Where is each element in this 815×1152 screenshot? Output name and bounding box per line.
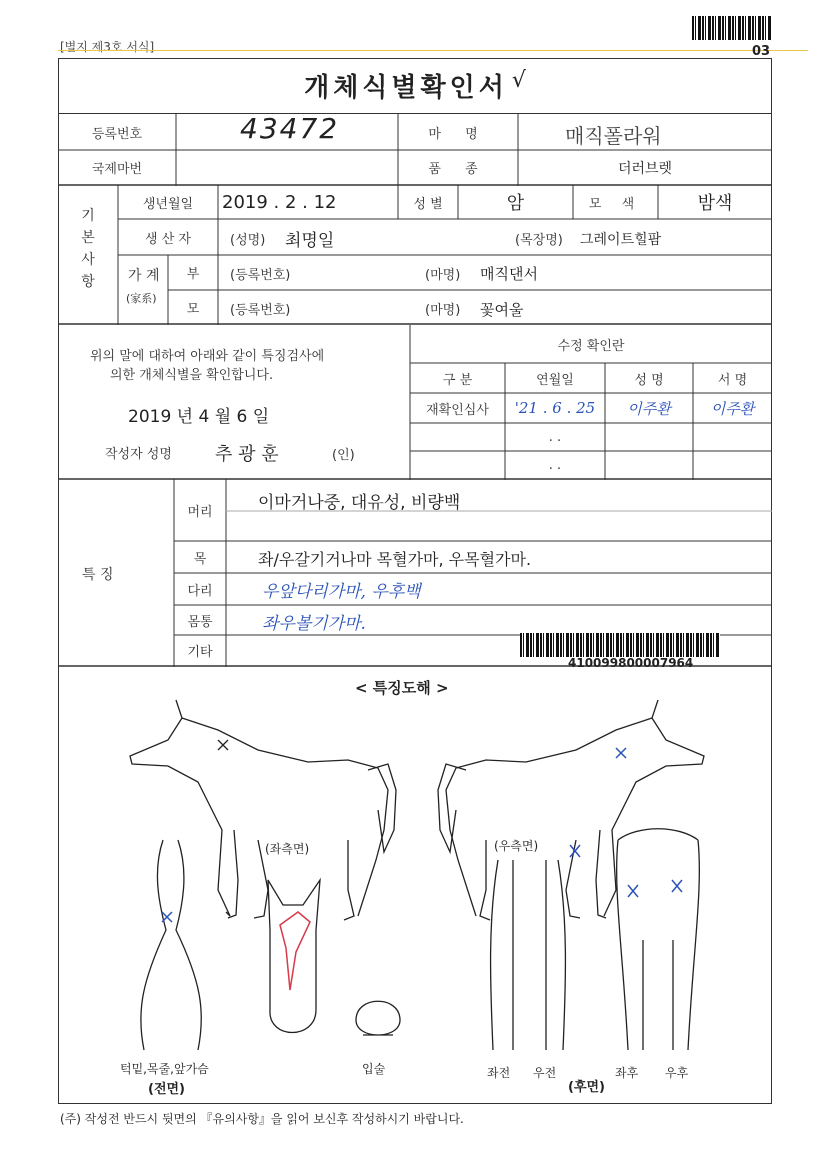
sire-name-label: (마명)	[425, 268, 461, 283]
breeder-name-label: (성명)	[230, 233, 266, 248]
farm-label: (목장명)	[515, 233, 563, 248]
hind-right-caption: 우후	[665, 1066, 689, 1080]
breeder-name-value: 최명일	[285, 231, 335, 251]
writer-value: 추 광 훈	[215, 444, 279, 465]
rear-view-outline	[617, 829, 700, 1050]
top-barcode	[692, 16, 772, 40]
sex-label: 성 별	[413, 196, 443, 212]
whorl-mark-front-neck	[162, 912, 172, 922]
feature-barcode	[520, 633, 720, 657]
horse-name-value: 매직폴라워	[565, 124, 662, 148]
revision-title: 수정 확인란	[557, 338, 625, 354]
right-side-horse-outline	[438, 700, 704, 920]
revision-row2-date: . .	[548, 429, 562, 445]
sire-reg-no-label: (등록번호)	[230, 268, 291, 283]
reg-no-value: 43472	[240, 112, 340, 145]
basic-section-label: 기본사항	[81, 208, 95, 290]
dam-name-label: (마명)	[425, 303, 461, 318]
birth-label: 생년월일	[142, 196, 194, 212]
sire-label: 부	[186, 267, 200, 282]
hind-left-caption: 좌후	[615, 1066, 639, 1080]
whorl-mark-right-neck	[616, 748, 626, 758]
horse-diagram	[58, 690, 772, 1090]
legs-label: 다리	[187, 583, 213, 599]
revision-header-type: 구 분	[442, 372, 473, 388]
farm-value: 그레이트힐팜	[580, 232, 662, 248]
features-section-label: 특 징	[82, 567, 114, 583]
revision-row1-sign: 이주환	[710, 399, 755, 418]
head-label: 머리	[187, 504, 213, 520]
breeder-label: 생 산 자	[145, 231, 191, 247]
left-side-label: (좌측면)	[265, 842, 310, 856]
whorl-mark-rump-left	[628, 885, 638, 897]
neck-value: 좌/우갈기거나마 목혈가마, 우목혈가마.	[258, 550, 532, 569]
left-side-horse-outline	[130, 700, 396, 920]
header-rule	[58, 50, 808, 51]
revision-row3-date: . .	[548, 457, 562, 473]
footer-note: (주) 작성전 반드시 뒷면의 『유의사항』을 읽어 보신후 작성하시기 바랍니다.	[60, 1112, 464, 1126]
body-label: 몸통	[187, 614, 213, 630]
reg-no-label: 등록번호	[91, 126, 143, 142]
lineage-hanja: (家系)	[126, 292, 157, 305]
writer-label: 작성자 성명	[105, 447, 172, 462]
neck-label: 목	[193, 551, 207, 567]
front-right-caption: 우전	[533, 1066, 557, 1080]
sire-name-value: 매직댄서	[480, 265, 538, 283]
diagram-title: < 특징도해 >	[355, 679, 449, 697]
revision-header-date: 연월일	[536, 372, 574, 388]
title-check-mark: √	[511, 68, 526, 93]
header-form-label: [별지 제3호 서식]	[60, 40, 155, 54]
legs-value: 우앞다리가마, 우후백	[262, 582, 421, 602]
seal-label: (인)	[332, 448, 355, 463]
lips-caption: 입술	[362, 1062, 386, 1076]
revision-header-sign: 서 명	[717, 372, 748, 388]
front-left-caption: 좌전	[487, 1066, 511, 1080]
breed-value: 더러브렛	[617, 160, 673, 177]
form-title-row	[58, 58, 772, 114]
other-label: 기타	[187, 645, 213, 660]
front-legs-outline	[491, 860, 566, 1050]
color-value: 밤색	[697, 193, 733, 214]
revision-row1-date: '21 . 6 . 25	[514, 399, 596, 417]
sex-value: 암	[506, 193, 525, 214]
revision-row1-type: 재확인심사	[426, 402, 489, 418]
body-value: 좌우볼기가마.	[262, 614, 366, 634]
horse-name-label: 마 명	[428, 126, 488, 142]
whorl-mark-rump-right	[672, 880, 682, 892]
confirm-date: 2019 년 4 월 6 일	[128, 407, 270, 427]
feature-barcode-number: 410099800007964	[568, 656, 694, 670]
whorl-mark-left-neck	[218, 740, 228, 750]
head-marking-red	[280, 912, 310, 990]
color-label: 모 색	[588, 196, 643, 212]
head-front-outline	[268, 880, 320, 1033]
back-view-label: (후면)	[568, 1080, 605, 1095]
front-neck-caption: 턱밑,목줄,앞가슴	[120, 1062, 209, 1076]
front-view-label: (전면)	[148, 1082, 185, 1097]
form-title: 개체식별확인서	[304, 73, 508, 103]
dam-reg-no-label: (등록번호)	[230, 303, 291, 318]
head-value: 이마거나중, 대유성, 비량백	[258, 493, 461, 513]
breed-label: 품 종	[428, 162, 488, 177]
dam-label: 모	[186, 301, 200, 317]
dam-name-value: 꽃여울	[480, 301, 524, 319]
front-neck-outline	[141, 840, 202, 1050]
revision-header-name: 성 명	[634, 372, 664, 388]
right-side-label: (우측면)	[494, 839, 539, 853]
revision-row1-name: 이주환	[627, 399, 671, 418]
birth-value: 2019 . 2 . 12	[222, 192, 337, 213]
intl-no-label: 국제마번	[91, 162, 143, 177]
lips-outline	[356, 1001, 400, 1035]
confirm-text-line1: 위의 말에 대하여 아래와 같이 특징검사에	[90, 349, 325, 364]
confirm-text-line2: 의한 개체식별을 확인합니다.	[110, 368, 274, 383]
page-number: 03	[752, 44, 771, 59]
lineage-label: 가 계	[128, 268, 160, 284]
